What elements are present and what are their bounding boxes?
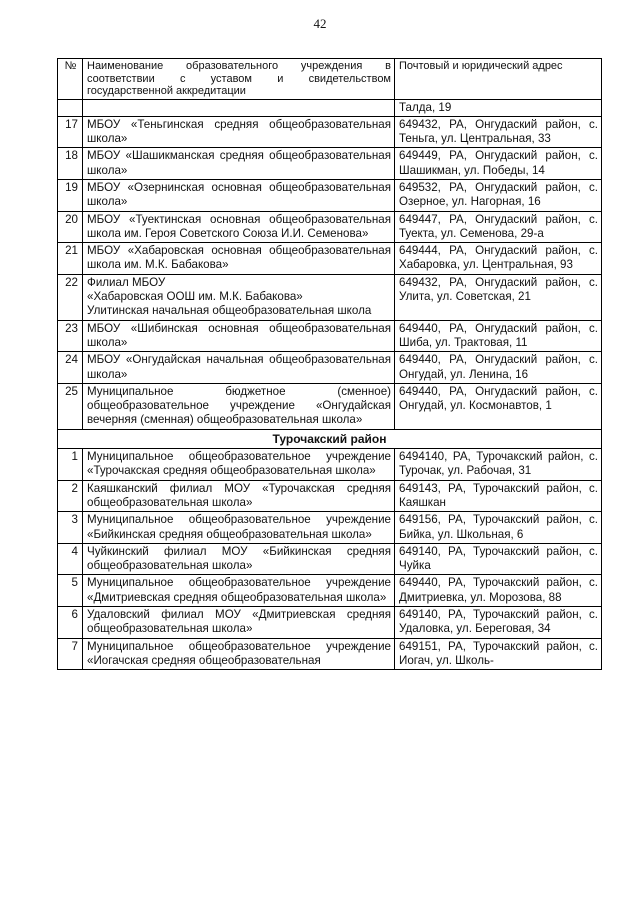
table-row [58, 543, 602, 575]
school-name: МБОУ «Хабаровская основная общеобразовательная школа им. М.К. Бабакова» [83, 243, 395, 275]
row-number: 2 [58, 480, 83, 512]
row-number: 22 [58, 274, 83, 320]
row-number: 5 [58, 575, 83, 607]
school-address: 649449, РА, Онгудаский район, с. Шашикман, ул. Победы, 14 [395, 148, 602, 180]
school-name-line: Улитинская начальная общеобразовательная школа [87, 304, 372, 318]
school-name: Удаловский филиал МОУ «Дмитриевская средняя общеобразовательная школа» [83, 607, 395, 639]
table-row [58, 352, 602, 384]
table-row [58, 512, 602, 544]
school-name: Муниципальное бюджетное (сменное) общеобразовательное учреждение «Онгудайская вечерняя (сменная) общеобразовательная школа» [83, 383, 395, 429]
school-address: 649444, РА, Онгудаский район, с. Хабаровка, ул. Центральная, 93 [395, 243, 602, 275]
school-name: Муниципальное общеобразовательное учреждение «Турочакская средняя общеобразовательная школа» [83, 449, 395, 481]
table-row [58, 243, 602, 275]
row-number: 3 [58, 512, 83, 544]
row-number: 17 [58, 116, 83, 148]
page-number: 42 [313, 16, 327, 31]
school-name: МБОУ «Озернинская основная общеобразовательная школа» [83, 179, 395, 211]
school-address: 649140, РА, Турочакский район, с. Чуйка [395, 543, 602, 575]
row-number: 1 [58, 449, 83, 481]
school-address: 649151, РА, Турочакский район, с. Иогач, ул. Школь- [395, 638, 602, 670]
table-row-continuation [58, 99, 602, 116]
school-name: МБОУ «Туектинская основная общеобразовательная школа им. Героя Советского Союза И.И. Семенова» [83, 211, 395, 243]
school-address: 649440, РА, Онгудаский район, с. Онгудай, ул. Ленина, 16 [395, 352, 602, 384]
row-number: 4 [58, 543, 83, 575]
school-name: МБОУ «Шибинская основная общеобразовательная школа» [83, 320, 395, 352]
school-address: 649440, РА, Онгудаский район, с. Шиба, ул. Трактовая, 11 [395, 320, 602, 352]
row-number: 25 [58, 383, 83, 429]
table-row [58, 179, 602, 211]
school-name [83, 274, 395, 320]
row-number: 20 [58, 211, 83, 243]
school-name: Муниципальное общеобразовательное учреждение «Бийкинская средняя общеобразовательная школа» [83, 512, 395, 544]
table-row [58, 274, 602, 320]
address-cell: Талда, 19 [395, 99, 602, 116]
row-number: 7 [58, 638, 83, 670]
empty-cell [58, 99, 83, 116]
table-row [58, 575, 602, 607]
school-name: Муниципальное общеобразовательное учреждение «Дмитриевская средняя общеобразовательная школа» [83, 575, 395, 607]
school-name: МБОУ «Онгудайская начальная общеобразовательная школа» [83, 352, 395, 384]
table-row [58, 211, 602, 243]
school-name: МБОУ «Теньгинская средняя общеобразовательная школа» [83, 116, 395, 148]
header-num: № [58, 59, 83, 100]
school-address: 649143, РА, Турочакский район, с. Каяшкан [395, 480, 602, 512]
school-address: 649140, РА, Турочакский район, с. Удаловка, ул. Береговая, 34 [395, 607, 602, 639]
table-row [58, 383, 602, 429]
table-row [58, 449, 602, 481]
school-address: 649532, РА, Онгудаский район, с. Озерное, ул. Нагорная, 16 [395, 179, 602, 211]
table-row [58, 607, 602, 639]
empty-cell [83, 99, 395, 116]
school-name: Чуйкинский филиал МОУ «Бийкинская средняя общеобразовательная школа» [83, 543, 395, 575]
row-number: 23 [58, 320, 83, 352]
table-header-row [58, 59, 602, 100]
region-row [58, 429, 602, 448]
school-name-line: Филиал МБОУ [87, 275, 166, 289]
header-name: Наименование образовательного учреждения в соответствии с уставом и свидетельством государственной аккредитации [83, 59, 395, 100]
header-address: Почтовый и юридический адрес [395, 59, 602, 100]
row-number: 6 [58, 607, 83, 639]
region-heading: Турочакский район [58, 429, 602, 448]
school-address: 649440, РА, Турочакский район, с. Дмитриевка, ул. Морозова, 88 [395, 575, 602, 607]
row-number: 19 [58, 179, 83, 211]
school-address: 649447, РА, Онгудаский район, с. Туекта, ул. Семенова, 29-а [395, 211, 602, 243]
row-number: 21 [58, 243, 83, 275]
table-row [58, 148, 602, 180]
school-name: Муниципальное общеобразовательное учреждение «Иогачская средняя общеобразовательная [83, 638, 395, 670]
school-address: 6494140, РА, Турочакский район, с. Турочак, ул. Рабочая, 31 [395, 449, 602, 481]
school-name: Каяшканский филиал МОУ «Турочакская средняя общеобразовательная школа» [83, 480, 395, 512]
row-number: 18 [58, 148, 83, 180]
table-row [58, 638, 602, 670]
school-name: МБОУ «Шашикманская средняя общеобразовательная школа» [83, 148, 395, 180]
table-row [58, 480, 602, 512]
school-address: 649432, РА, Онгудаский район, с. Улита, ул. Советская, 21 [395, 274, 602, 320]
school-name-line: «Хабаровская ООШ им. М.К. Бабакова» [87, 290, 303, 304]
table-row [58, 320, 602, 352]
schools-table [57, 58, 602, 670]
school-address: 649440, РА, Онгудаский район, с. Онгудай, ул. Космонавтов, 1 [395, 383, 602, 429]
row-number: 24 [58, 352, 83, 384]
table-row [58, 116, 602, 148]
school-address: 649156, РА, Турочакский район, с. Бийка, ул. Школьная, 6 [395, 512, 602, 544]
school-address: 649432, РА, Онгудаский район, с. Теньга, ул. Центральная, 33 [395, 116, 602, 148]
